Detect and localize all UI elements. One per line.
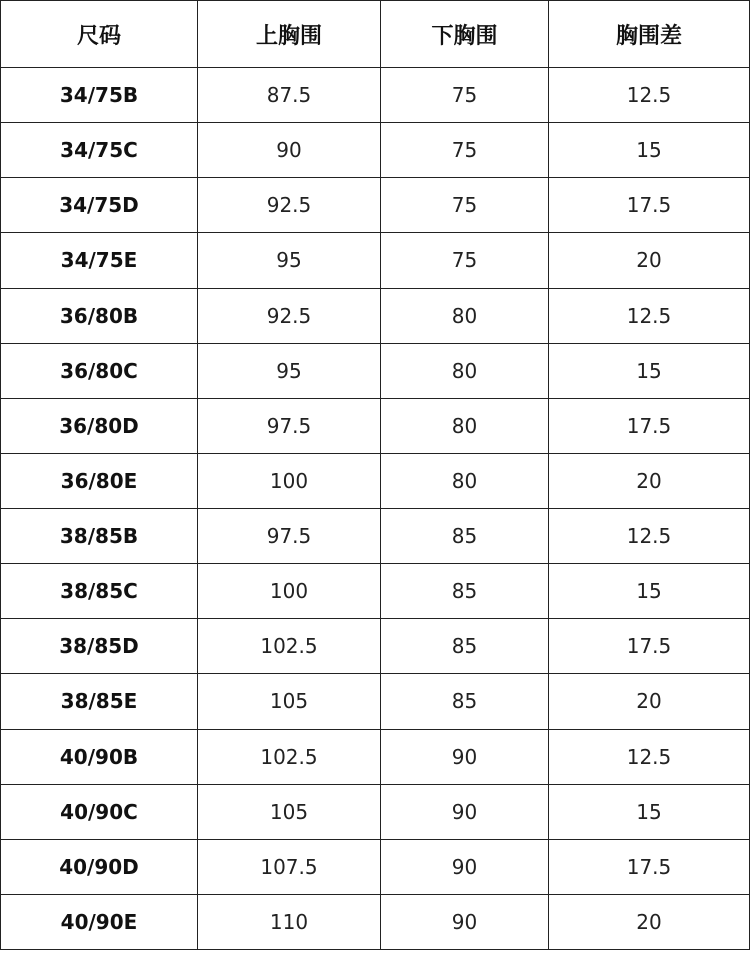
upper-bust-cell: 92.5	[198, 178, 381, 233]
under-bust-cell: 80	[381, 343, 549, 398]
table-row	[1, 178, 750, 233]
upper-bust-cell: 102.5	[198, 729, 381, 784]
under-bust-cell: 80	[381, 288, 549, 343]
table-row	[1, 398, 750, 453]
size-cell: 40/90D	[1, 839, 198, 894]
upper-bust-cell: 110	[198, 894, 381, 949]
bust-difference-cell: 12.5	[549, 729, 750, 784]
table-row	[1, 453, 750, 508]
size-cell: 38/85E	[1, 674, 198, 729]
bust-difference-cell: 12.5	[549, 509, 750, 564]
bust-difference-cell: 17.5	[549, 178, 750, 233]
table-header	[1, 1, 750, 68]
under-bust-cell: 75	[381, 123, 549, 178]
table-row	[1, 894, 750, 949]
upper-bust-cell: 107.5	[198, 839, 381, 894]
table-row	[1, 564, 750, 619]
upper-bust-cell: 95	[198, 343, 381, 398]
table-row	[1, 839, 750, 894]
size-cell: 40/90B	[1, 729, 198, 784]
bust-difference-cell: 12.5	[549, 288, 750, 343]
size-cell: 36/80E	[1, 453, 198, 508]
bust-difference-cell: 20	[549, 894, 750, 949]
size-cell: 34/75B	[1, 68, 198, 123]
under-bust-cell: 85	[381, 509, 549, 564]
upper-bust-cell: 87.5	[198, 68, 381, 123]
size-cell: 40/90E	[1, 894, 198, 949]
table-row	[1, 288, 750, 343]
upper-bust-cell: 95	[198, 233, 381, 288]
size-cell: 36/80D	[1, 398, 198, 453]
size-cell: 34/75C	[1, 123, 198, 178]
size-cell: 38/85B	[1, 509, 198, 564]
under-bust-cell: 85	[381, 564, 549, 619]
upper-bust-cell: 97.5	[198, 509, 381, 564]
size-cell: 38/85D	[1, 619, 198, 674]
under-bust-cell: 90	[381, 729, 549, 784]
under-bust-cell: 80	[381, 453, 549, 508]
bust-difference-cell: 15	[549, 564, 750, 619]
bust-difference-cell: 15	[549, 343, 750, 398]
upper-bust-cell: 100	[198, 453, 381, 508]
bust-difference-cell: 17.5	[549, 619, 750, 674]
column-header-upper-bust: 上胸围	[198, 1, 381, 68]
table-row	[1, 729, 750, 784]
size-cell: 34/75D	[1, 178, 198, 233]
size-cell: 36/80B	[1, 288, 198, 343]
bust-difference-cell: 20	[549, 233, 750, 288]
under-bust-cell: 90	[381, 894, 549, 949]
bust-difference-cell: 15	[549, 784, 750, 839]
under-bust-cell: 75	[381, 178, 549, 233]
table-row	[1, 509, 750, 564]
column-header-bust-difference: 胸围差	[549, 1, 750, 68]
upper-bust-cell: 90	[198, 123, 381, 178]
upper-bust-cell: 105	[198, 784, 381, 839]
upper-bust-cell: 105	[198, 674, 381, 729]
table-row	[1, 68, 750, 123]
under-bust-cell: 80	[381, 398, 549, 453]
under-bust-cell: 85	[381, 619, 549, 674]
bust-difference-cell: 20	[549, 674, 750, 729]
size-cell: 34/75E	[1, 233, 198, 288]
bust-difference-cell: 17.5	[549, 398, 750, 453]
upper-bust-cell: 102.5	[198, 619, 381, 674]
upper-bust-cell: 97.5	[198, 398, 381, 453]
column-header-under-bust: 下胸围	[381, 1, 549, 68]
header-row	[1, 1, 750, 68]
size-cell: 40/90C	[1, 784, 198, 839]
table-body	[1, 68, 750, 950]
bust-difference-cell: 17.5	[549, 839, 750, 894]
under-bust-cell: 90	[381, 839, 549, 894]
table-row	[1, 784, 750, 839]
column-header-size: 尺码	[1, 1, 198, 68]
under-bust-cell: 75	[381, 68, 549, 123]
bust-difference-cell: 12.5	[549, 68, 750, 123]
under-bust-cell: 90	[381, 784, 549, 839]
table-row	[1, 619, 750, 674]
table-row	[1, 343, 750, 398]
bust-difference-cell: 15	[549, 123, 750, 178]
upper-bust-cell: 100	[198, 564, 381, 619]
under-bust-cell: 75	[381, 233, 549, 288]
bust-difference-cell: 20	[549, 453, 750, 508]
table-row	[1, 123, 750, 178]
table-row	[1, 674, 750, 729]
size-cell: 36/80C	[1, 343, 198, 398]
under-bust-cell: 85	[381, 674, 549, 729]
table-row	[1, 233, 750, 288]
size-cell: 38/85C	[1, 564, 198, 619]
upper-bust-cell: 92.5	[198, 288, 381, 343]
